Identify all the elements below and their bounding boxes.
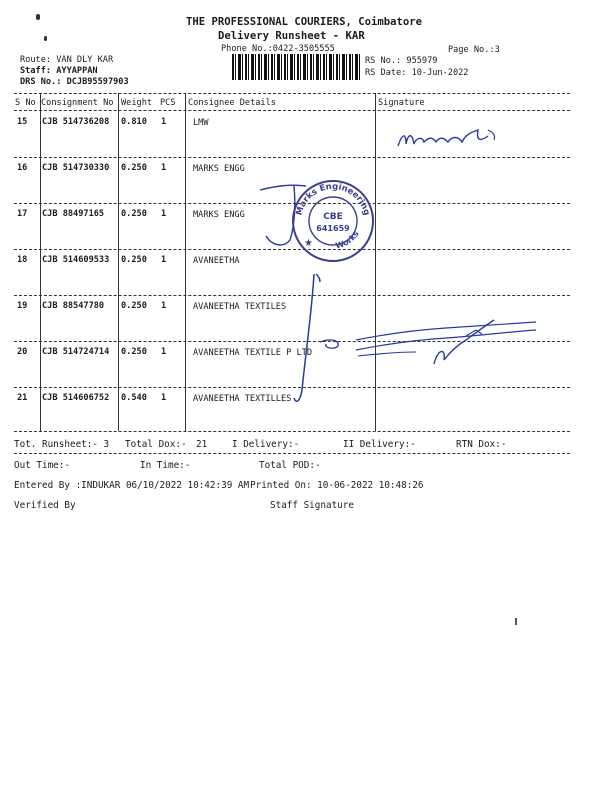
col-divider (40, 93, 41, 431)
route: Route: VAN DLY KAR (20, 55, 114, 65)
row-sno: 20 (17, 347, 28, 357)
row-consignee: AVANEETHA TEXTILES (193, 302, 287, 312)
row-sno: 21 (17, 393, 28, 403)
in-time: In Time:- (140, 460, 191, 471)
row-consignee: MARKS ENGG (193, 210, 245, 220)
row-consignee: AVANEETHA (193, 256, 240, 266)
printed-on: Printed On: 10-06-2022 10:48:26 (250, 480, 424, 491)
barcode (232, 54, 360, 80)
row-consignee: AVANEETHA TEXTILLES (193, 394, 292, 404)
staff: Staff: AYYAPPAN (20, 66, 98, 76)
scan-speck (36, 14, 40, 20)
table-header-rule (14, 110, 570, 111)
row-consignee: AVANEETHA TEXTILE P LTD (193, 348, 312, 358)
svg-text:★: ★ (304, 238, 313, 249)
table-bottom-rule (14, 431, 570, 432)
row-pcs: 1 (161, 209, 167, 219)
row-consignment: CJB 514724714 (42, 347, 110, 357)
rs-number: RS No.: 955979 (365, 56, 438, 66)
company-name: THE PROFESSIONAL COURIERS, Coimbatore (186, 16, 422, 28)
col-consignment: Consignment No (41, 98, 114, 108)
row-consignment: CJB 514606752 (42, 393, 110, 403)
col-sno: S No (15, 98, 36, 108)
row-consignment: CJB 514609533 (42, 255, 110, 265)
row-sno: 16 (17, 163, 28, 173)
svg-text:Works: Works (334, 229, 361, 251)
row-consignment: CJB 88547780 (42, 301, 105, 311)
table-top-rule (14, 93, 570, 94)
ii-delivery: II Delivery:- (343, 439, 416, 450)
out-time: Out Time:- (14, 460, 70, 471)
row-sno: 15 (17, 117, 28, 127)
summary-rule (14, 453, 570, 454)
signature-scribble (392, 120, 508, 156)
i-delivery: I Delivery:- (232, 439, 300, 450)
total-pod: Total POD:- (259, 460, 321, 471)
col-consignee: Consignee Details (188, 98, 276, 108)
col-divider (185, 93, 186, 431)
total-dox-label: Total Dox:- (125, 439, 187, 450)
svg-text:Marks Engineering: Marks Engineering (294, 181, 372, 217)
scan-speck (44, 36, 47, 41)
staff-signature: Staff Signature (270, 500, 354, 511)
col-weight: Weight (121, 98, 153, 108)
svg-text:CBE: CBE (323, 212, 343, 222)
col-pcs: PCS (160, 98, 176, 108)
row-rule (14, 157, 570, 158)
row-weight: 0.540 (121, 393, 147, 403)
row-consignee: MARKS ENGG (193, 164, 245, 174)
row-weight: 0.250 (121, 301, 147, 311)
document-title: Delivery Runsheet - KAR (218, 30, 365, 42)
row-sno: 18 (17, 255, 28, 265)
rs-date: RS Date: 10-Jun-2022 (365, 68, 469, 78)
rtn-dox: RTN Dox:- (456, 439, 507, 450)
row-sno: 19 (17, 301, 28, 311)
page-number: Page No.:3 (448, 45, 500, 55)
row-consignment: CJB 514736208 (42, 117, 110, 127)
row-consignee: LMW (193, 118, 209, 128)
row-consignment: CJB 88497165 (42, 209, 105, 219)
drs-number: DRS No.: DCJB95597903 (20, 77, 129, 87)
company-seal (290, 178, 376, 264)
signature-scribble (316, 316, 540, 372)
row-weight: 0.810 (121, 117, 147, 127)
phone-number: Phone No.:0422-3505555 (221, 44, 335, 54)
total-dox-value: 21 (196, 439, 208, 450)
row-consignment: CJB 514730330 (42, 163, 110, 173)
row-pcs: 1 (161, 393, 167, 403)
row-weight: 0.250 (121, 347, 147, 357)
verified-by: Verified By (14, 500, 76, 511)
scan-speck (515, 618, 517, 625)
row-pcs: 1 (161, 117, 167, 127)
row-weight: 0.250 (121, 163, 147, 173)
col-signature: Signature (378, 98, 425, 108)
total-runsheet: Tot. Runsheet:- 3 (14, 439, 110, 450)
row-pcs: 1 (161, 163, 167, 173)
row-pcs: 1 (161, 347, 167, 357)
col-divider (118, 93, 119, 431)
svg-text:641659: 641659 (316, 224, 350, 233)
row-pcs: 1 (161, 301, 167, 311)
row-pcs: 1 (161, 255, 167, 265)
entered-by: Entered By :INDUKAR 06/10/2022 10:42:39 AM (14, 480, 250, 491)
row-sno: 17 (17, 209, 28, 219)
row-weight: 0.250 (121, 209, 147, 219)
row-weight: 0.250 (121, 255, 147, 265)
